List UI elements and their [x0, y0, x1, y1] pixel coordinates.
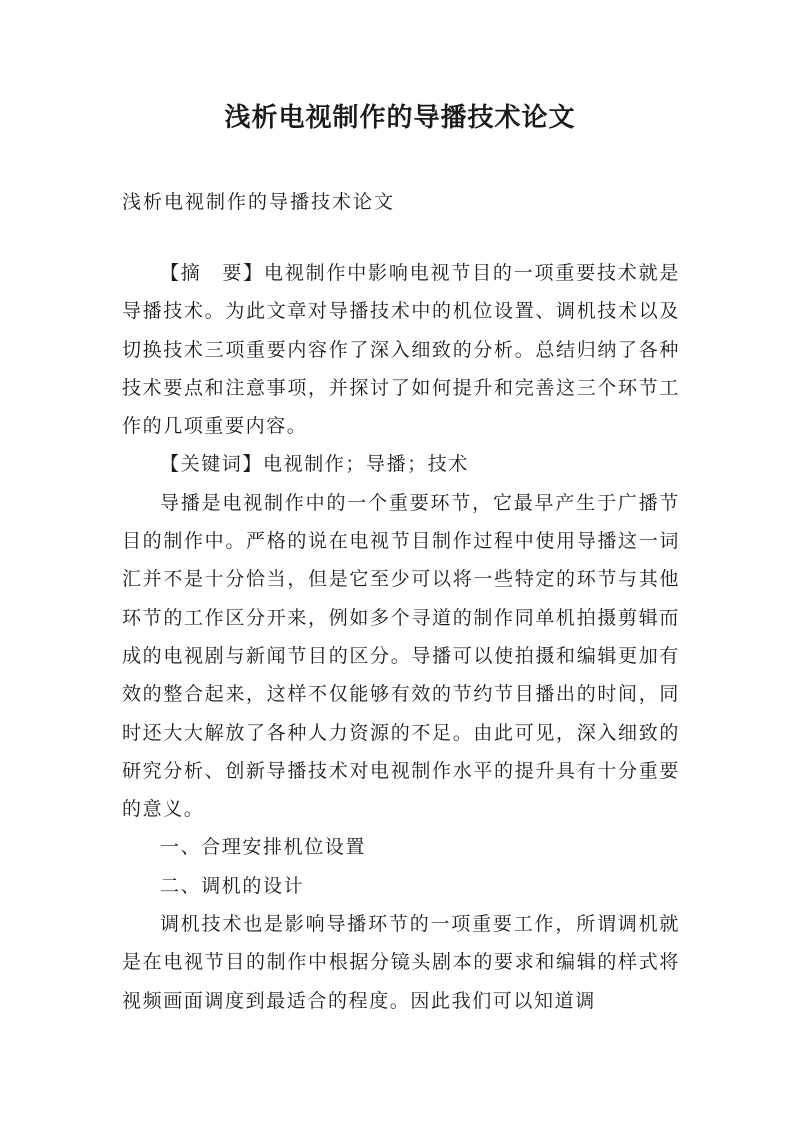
keywords-paragraph: 【关键词】电视制作；导播；技术 [160, 453, 470, 476]
document-body [122, 254, 680, 1020]
section-2-paragraph: 调机技术也是影响导播环节的一项重要工作，所谓调机就是在电视节目的制作中根据分镜头剧本的要求和编辑的样式将视频画面调度到最适合的程度。因此我们可以知道调 [122, 913, 680, 1012]
intro-paragraph: 导播是电视制作中的一个重要环节，它最早产生于广播节目的制作中。严格的说在电视节目制作过程中使用导播这一词汇并不是十分恰当，但是它至少可以将一些特定的环节与其他环节的工作区分开来，例如多个寻道的制作同单机拍摄剪辑而成的电视剧与新闻节目的区分。导播可以使拍摄和编辑更加有效的整合起来，这样不仅能够有效的节约节目播出的时间，同时还大大解放了各种人力资源的不足。由此可见，深入细致的研究分析、创新导播技术对电视制作水平的提升具有十分重要的意义。 [122, 491, 680, 821]
abstract-paragraph: 【摘 要】电视制作中影响电视节目的一项重要技术就是导播技术。为此文章对导播技术中的机位设置、调机技术以及切换技术三项重要内容作了深入细致的分析。总结归纳了各种技术要点和注意事项，并探讨了如何提升和完善这三个环节工作的几项重要内容。 [122, 262, 680, 438]
document-subtitle: 浅析电视制作的导播技术论文 [122, 191, 396, 213]
section-heading-1: 一、合理安排机位设置 [160, 836, 367, 859]
section-heading-2: 二、调机的设计 [160, 874, 305, 897]
document-title: 浅析电视制作的导播技术论文 [224, 103, 576, 133]
